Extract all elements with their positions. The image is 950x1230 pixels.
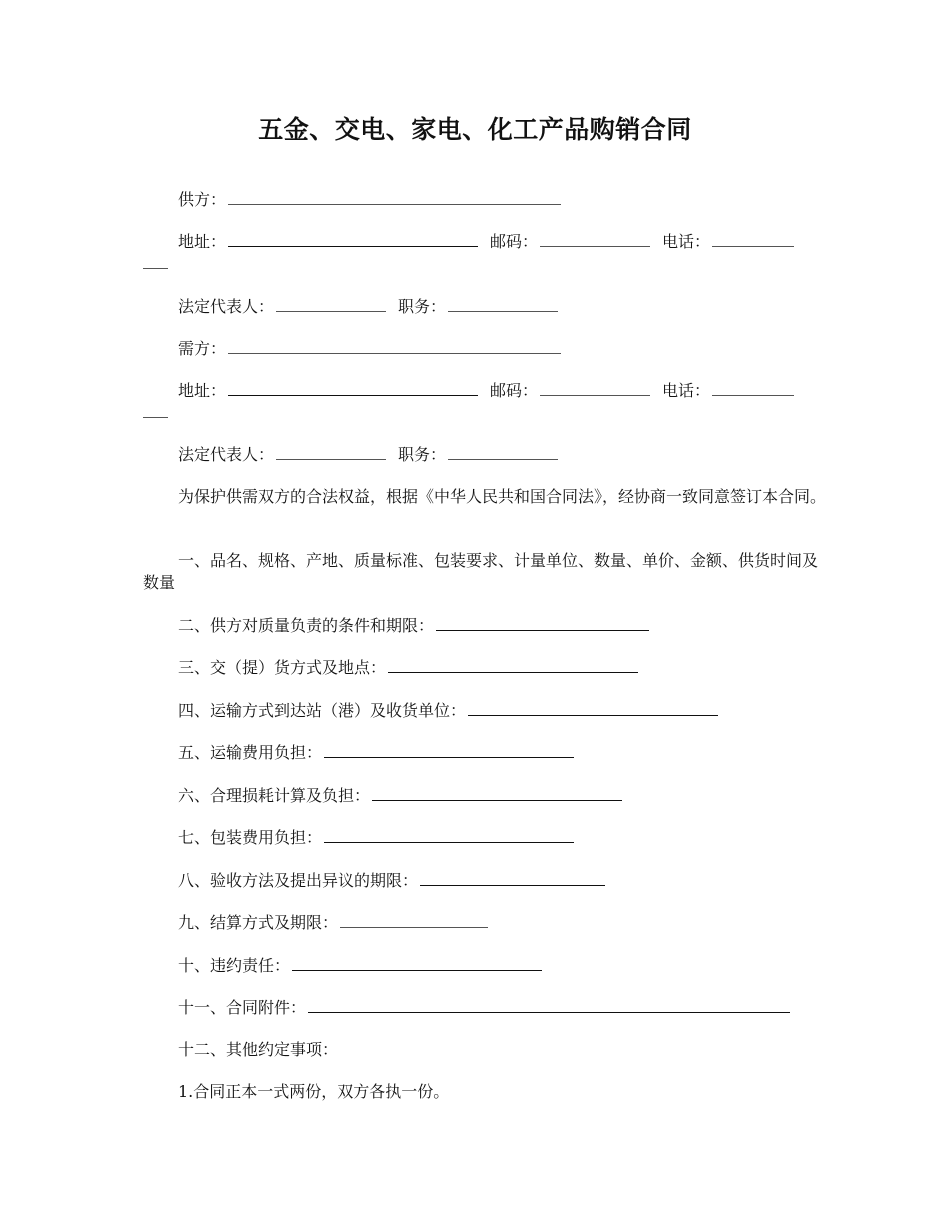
supplier-postcode-label: 邮码： [490,232,539,251]
supplier-phone-field-continued[interactable] [143,268,168,269]
clause-6-row [178,784,624,806]
buyer-rep-row [178,443,560,465]
clause-4-label: 四、运输方式到达站（港）及收货单位： [178,701,467,720]
clause-8-field[interactable] [420,869,605,886]
supplier-address-label: 地址： [178,232,227,251]
supplier-position-label: 职务： [398,297,447,316]
clause-9-row [178,911,490,933]
supplier-rep-label: 法定代表人： [178,297,275,316]
supplier-address-field[interactable] [228,230,478,247]
buyer-rep-field[interactable] [276,443,386,460]
supplier-position-field[interactable] [448,295,558,312]
clause-5-field[interactable] [324,741,574,758]
clause-4-field[interactable] [468,699,718,716]
clause-3-field[interactable] [388,656,638,673]
clause-5-label: 五、运输费用负担： [178,743,323,762]
clause-3-label: 三、交（提）货方式及地点： [178,658,387,677]
clause-5-row [178,741,576,763]
buyer-position-label: 职务： [398,445,447,464]
buyer-address-label: 地址： [178,381,227,400]
buyer-label: 需方： [178,339,227,358]
clause-9-label: 九、结算方式及期限： [178,913,339,932]
item-1-row [178,1081,449,1103]
preamble-paragraph: 为保护供需双方的合法权益，根据《中华人民共和国合同法》，经协商一致同意签订本合同。 [178,487,827,506]
buyer-postcode-label: 邮码： [490,381,539,400]
supplier-postcode-field[interactable] [540,230,650,247]
clause-12-label: 十二、其他约定事项： [178,1040,339,1059]
clause-7-row [178,826,576,848]
buyer-phone-label: 电话： [662,381,711,400]
buyer-phone-field[interactable] [712,379,794,396]
clause-1: 一、品名、规格、产地、质量标准、包装要求、计量单位、数量、单价、金额、供货时间及数量 [143,551,819,592]
clause-12-row [178,1039,338,1061]
clause-4-row [178,699,720,721]
supplier-phone-label: 电话： [662,232,711,251]
clause-9-field[interactable] [340,911,488,928]
clause-8-row [178,869,607,891]
clause-2-row [178,614,651,636]
clause-11-row [178,996,792,1018]
supplier-phone-field[interactable] [712,230,794,247]
clause-2-field[interactable] [436,614,649,631]
buyer-name-field[interactable] [228,337,561,354]
buyer-address-row [178,379,796,401]
supplier-rep-field[interactable] [276,295,386,312]
clause-7-field[interactable] [324,826,574,843]
clause-3-row [178,656,640,678]
buyer-row [178,337,563,359]
clause-8-label: 八、验收方法及提出异议的期限： [178,871,419,890]
buyer-phone-field-continued[interactable] [143,417,168,418]
clause-10-field[interactable] [292,954,542,971]
buyer-rep-label: 法定代表人： [178,445,275,464]
clause-10-label: 十、违约责任： [178,956,291,975]
supplier-rep-row [178,295,560,317]
supplier-label: 供方： [178,190,227,209]
buyer-address-field[interactable] [228,379,478,396]
clause-6-label: 六、合理损耗计算及负担： [178,786,371,805]
buyer-postcode-field[interactable] [540,379,650,396]
supplier-name-field[interactable] [228,188,561,205]
clause-6-field[interactable] [372,784,622,801]
supplier-row [178,188,563,210]
clause-10-row [178,954,544,976]
clause-11-field[interactable] [308,996,790,1013]
clause-2-label: 二、供方对质量负责的条件和期限： [178,616,435,635]
buyer-position-field[interactable] [448,443,558,460]
clause-7-label: 七、包装费用负担： [178,828,323,847]
page-title: 五金、交电、家电、化工产品购销合同 [258,115,692,144]
clause-11-label: 十一、合同附件： [178,998,307,1017]
item-1-text: 1.合同正本一式两份，双方各执一份。 [178,1082,450,1101]
supplier-address-row [178,230,796,252]
